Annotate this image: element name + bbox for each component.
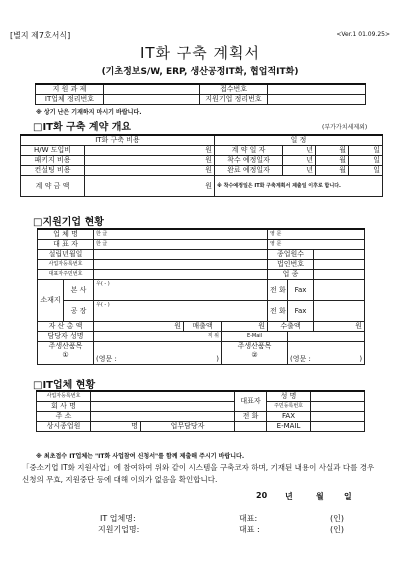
it-company-table: [36, 390, 365, 432]
header-cost: IT화 구축 비용: [21, 135, 215, 146]
contract-month[interactable]: 월: [316, 146, 349, 156]
admin-label-project: 지 원 과 제: [36, 84, 104, 95]
it-tel-label: 전 화: [235, 412, 267, 422]
row-package-amount[interactable]: 원: [85, 156, 215, 166]
company-name-kor[interactable]: 한 글: [94, 229, 268, 240]
admin-field-receipt[interactable]: [268, 84, 366, 95]
section-contract-title: □IT화 구축 계약 개요: [33, 122, 132, 133]
it-bizno-field[interactable]: [91, 391, 235, 402]
it-address-label: 주 소: [37, 412, 91, 422]
product-number-2: ②: [251, 351, 258, 359]
it-staff-label: 상시종업원: [37, 422, 91, 432]
company-name-label: 업 체 명: [38, 229, 94, 240]
product-label-1: [38, 342, 94, 365]
it-id-field[interactable]: [311, 402, 365, 412]
employees-label: 종업원수: [268, 250, 314, 260]
end-month[interactable]: 월: [316, 166, 349, 176]
version-label: <Ver.1 01.09.25>: [336, 31, 390, 38]
product-close-2: ): [359, 355, 363, 363]
product-field-1[interactable]: [94, 342, 222, 365]
page-title: IT화 구축 계획서: [139, 44, 261, 62]
assets-label: 자 산 총 액: [38, 322, 94, 332]
employees-field[interactable]: [314, 250, 365, 260]
factory-fax-field[interactable]: [314, 301, 365, 322]
start-month[interactable]: 월: [316, 156, 349, 166]
it-company-sign-label: IT 업체명:: [100, 514, 136, 523]
company-name-eng[interactable]: 영 문: [268, 229, 365, 240]
assets-field[interactable]: 원: [94, 322, 184, 332]
biztype-field[interactable]: [314, 270, 365, 280]
end-year[interactable]: 년: [283, 166, 316, 176]
support-rep-sign-label: 대표 :: [239, 525, 260, 534]
it-biz-manager-field[interactable]: [235, 422, 267, 432]
it-rep-sign-label: 대표:: [239, 514, 258, 523]
product-label-2: [222, 342, 288, 365]
sales-field[interactable]: 원: [222, 322, 268, 332]
it-address-field[interactable]: [91, 412, 235, 422]
admin-field-project[interactable]: [104, 84, 200, 95]
company-table: [37, 228, 365, 365]
product-close-1: ): [216, 355, 219, 363]
hq-fax-label: Fax: [288, 280, 314, 301]
manager-position[interactable]: 직 위: [94, 332, 222, 342]
exports-label: 수출액: [268, 322, 314, 332]
start-year[interactable]: 년: [283, 156, 316, 166]
row-consulting-label: 컨설팅 비용: [21, 166, 85, 176]
est-label: 설립년월일: [38, 250, 94, 260]
admin-field-support-no[interactable]: [268, 95, 366, 105]
date-day[interactable]: 일: [344, 492, 352, 501]
row-hw-label: H/W 도입비: [21, 146, 85, 156]
consent-paragraph: 「중소기업 IT화 지원사업」에 참여하여 위와 같이 시스템을 구축코자 하며, 기재된 내용이 사실과 다를 경우 신청의 무효, 지원중단 등에 대해 이의가 없음을 확인합니다.: [22, 463, 375, 484]
bizno-field[interactable]: [94, 260, 268, 270]
product-field-2[interactable]: [288, 342, 365, 365]
manager-email-field[interactable]: [288, 332, 365, 342]
corpno-label: 법인번호: [268, 260, 314, 270]
hq-label: 본 사: [64, 280, 94, 301]
product-label-text-1: 주생산품목: [48, 342, 83, 350]
biztype-label: 업 종: [268, 270, 314, 280]
vat-note: (부가가치세제외): [322, 124, 368, 131]
it-fax-field[interactable]: [311, 412, 365, 422]
manager-label: 담당자 성명: [38, 332, 94, 342]
factory-label: 공 장: [64, 301, 94, 322]
sales-label: 매출액: [184, 322, 222, 332]
rep-kor[interactable]: 한 글: [94, 240, 268, 250]
it-name-field[interactable]: [311, 391, 365, 402]
it-fax-label: FAX: [267, 412, 311, 422]
admin-label-support-no: 지원기업 정리번호: [200, 95, 268, 105]
factory-fax-label: Fax: [288, 301, 314, 322]
product-en-2: (영문 :: [290, 355, 311, 363]
row-package-label: 패키지 비용: [21, 156, 85, 166]
it-rep-label: 대표자: [235, 391, 267, 412]
admin-field-it-no[interactable]: [104, 95, 200, 105]
repid-field[interactable]: [94, 270, 268, 280]
admin-label-receipt: 접수번호: [200, 84, 268, 95]
it-email-label: E-MAIL: [267, 422, 311, 432]
it-company-field[interactable]: [91, 402, 235, 412]
product-label-text-2: 주생산품목: [237, 342, 272, 350]
row-contract-date-label: 계 약 일 자: [215, 146, 283, 156]
product-en-1: (영문 :: [96, 355, 117, 363]
corpno-field[interactable]: [314, 260, 365, 270]
hq-address[interactable]: 우( - ): [94, 280, 268, 301]
support-seal[interactable]: (인): [330, 525, 344, 534]
admin-table: [35, 83, 366, 105]
date-year-prefix: 20: [256, 491, 268, 500]
factory-tel-label: 전 화: [268, 301, 288, 322]
hq-tel-label: 전 화: [268, 280, 288, 301]
section-it-company-title: □IT업체 현황: [33, 380, 96, 391]
support-company-sign-label: 지원기업명:: [98, 525, 140, 534]
it-staff-field[interactable]: 명: [91, 422, 141, 432]
row-hw-amount[interactable]: 원: [85, 146, 215, 156]
est-field[interactable]: [94, 250, 268, 260]
start-day[interactable]: 일: [349, 156, 383, 166]
location-label: 소재지: [38, 280, 64, 322]
contract-year[interactable]: 년: [283, 146, 316, 156]
it-seal[interactable]: (인): [330, 514, 344, 523]
rep-eng[interactable]: 영 문: [268, 240, 365, 250]
row-consulting-amount[interactable]: 원: [85, 166, 215, 176]
it-company-label: 회 사 명: [37, 402, 91, 412]
it-biz-manager-label: 업무담당자: [141, 422, 235, 432]
end-day[interactable]: 일: [349, 166, 383, 176]
it-email-field[interactable]: [311, 422, 365, 432]
note-bottom: ※ 최초접수 IT업체는 "IT화 사업참여 신청서"를 함께 제출해 주시기 바랍니다.: [36, 453, 245, 460]
product-number-1: ①: [62, 351, 69, 359]
rep-label: 대 표 자: [38, 240, 94, 250]
exports-field[interactable]: 원: [314, 322, 365, 332]
admin-label-it-no: IT업체 정리번호: [36, 95, 104, 105]
contract-table: [20, 134, 383, 197]
row-end-date-label: 완료 예정일자: [215, 166, 283, 176]
total-amount[interactable]: 원: [85, 176, 215, 197]
date-year[interactable]: 년: [285, 492, 293, 501]
note-top: ※ 상기 난은 기재하지 마시기 바랍니다.: [36, 109, 142, 116]
page-subtitle: (기초정보S/W, ERP, 생산공정IT화, 협업적IT화): [101, 67, 299, 77]
section-company-title: □지원기업 현황: [33, 217, 104, 228]
it-id-label: 주민등록번호: [267, 402, 311, 412]
it-bizno-label: 사업자등록번호: [37, 391, 91, 402]
it-name-label: 성 명: [267, 391, 311, 402]
total-label: 계 약 금 액: [21, 176, 85, 197]
factory-address[interactable]: 우( - ): [94, 301, 268, 322]
contract-day[interactable]: 일: [349, 146, 383, 156]
header-schedule: 일 정: [215, 135, 383, 146]
start-date-note: ※ 착수예정일은 IT화 구축계획서 제출일 이후로 합니다.: [215, 176, 383, 197]
bizno-label: 사업자등록번호: [38, 260, 94, 270]
manager-email-label: E-Mail: [222, 332, 288, 342]
hq-fax-field[interactable]: [314, 280, 365, 301]
repid-label: 대표자주민번호: [38, 270, 94, 280]
form-number: [별지 제7호서식]: [10, 31, 71, 40]
row-start-date-label: 착수 예정일자: [215, 156, 283, 166]
date-month[interactable]: 월: [316, 492, 324, 501]
